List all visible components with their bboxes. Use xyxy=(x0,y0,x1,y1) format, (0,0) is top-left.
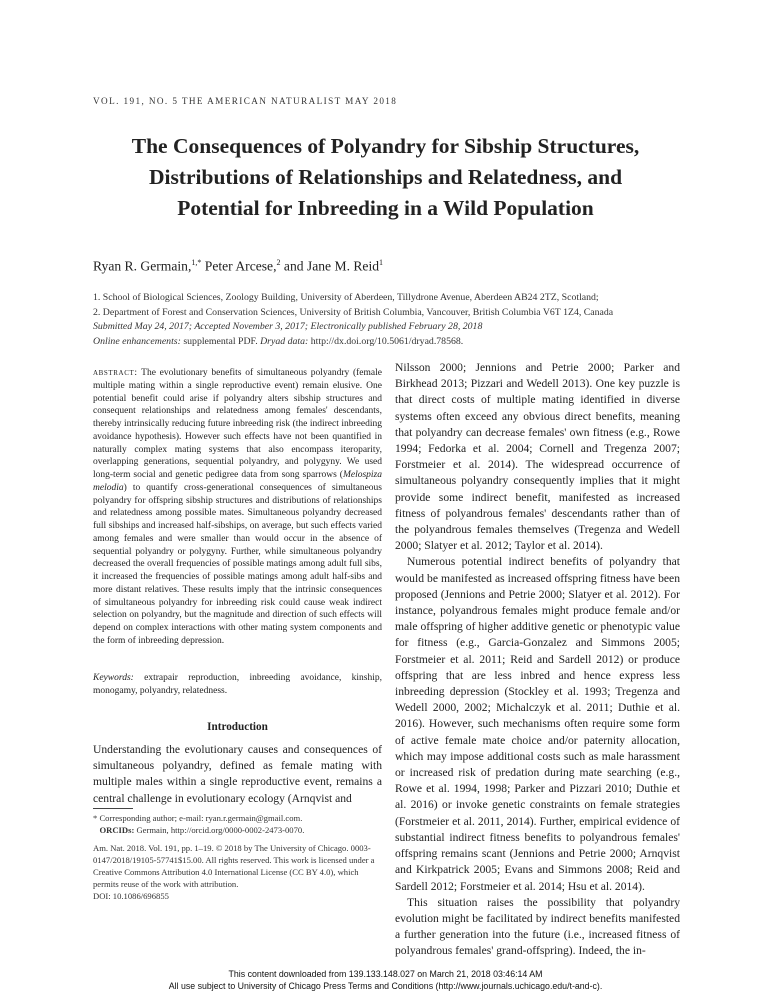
online-enhancements xyxy=(93,336,463,347)
author-3: and Jane M. Reid xyxy=(283,258,380,274)
body-paragraph-1: Nilsson 2000; Jennions and Petrie 2000; Parker and Birkhead 2013; Pizzari and Wedell 2013). One key puzzle is that direct costs of multiple mating identified in diverse systems often exceed any obvious direct benefits, meaning that polyandry can decrease females' own fitness (e.g., Rowe 1994; Fedorka et al. 2004; Cornell and Tregenza 2007; Forstmeier et al. 2014). The widespread occurrence of simultaneous polyandry consequently implies that it might provide some indirect benefit, manifested as increased fitness of polyandrous females' descendants rather than of the polyandrous females themselves (Tregenza and Wedell 2000; Slatyer et al. 2012; Taylor et al. 2014). xyxy=(395,361,680,553)
title-line-3: Potential for Inbreeding in a Wild Population xyxy=(177,196,594,220)
corresponding-author-note: * Corresponding author; e-mail: ryan.r.germain@gmail.com. xyxy=(93,813,303,823)
title-line-1: The Consequences of Polyandry for Sibship Structures, xyxy=(131,134,640,158)
affiliation-1: 1. School of Biological Sciences, Zoology Building, University of Aberdeen, Tillydrone Avenue, Aberdeen AB24 2TZ, Scotland; xyxy=(93,292,599,303)
abstract-label: abstract: xyxy=(93,368,138,378)
footnote-divider xyxy=(93,808,133,809)
author-2-affil: 2 xyxy=(276,258,281,267)
download-notice xyxy=(0,968,771,992)
keywords-text: extrapair reproduction, inbreeding avoidance, kinship, monogamy, polyandry, relatedness. xyxy=(93,673,383,696)
orcid-label: ORCIDs: xyxy=(99,825,135,835)
author-1-affil: 1,* xyxy=(191,258,202,267)
author-list xyxy=(93,258,383,275)
keywords xyxy=(93,672,382,698)
abstract xyxy=(93,367,382,648)
author-1: Ryan R. Germain, xyxy=(93,258,192,274)
download-line-2: All use subject to University of Chicago Press Terms and Conditions (http://www.journals.uchicago.edu/t-and-c). xyxy=(168,981,603,991)
abstract-text-2: ) to quantify cross-generational consequences of simultaneous polyandry for offspring sibship structures and distributions of relationships and relatedness among possible mates. Simultaneous polyandry decreased full sibships and increased half-sibships, on average, but such effects varied among females and were smaller than would occur in the absence of sequential polyandry or polygyny. Further, while simultaneous polyandry decreased the overall frequencies of possible matings among adult full sibs, it increased the frequencies of possible matings among adult half-sibs and more distant relatives. These results imply that the intrinsic consequences of simultaneous polyandry for inbreeding risk could cause weak indirect selection on polyandry, but the magnitude and direction of such effects will depend on complex interactions with other mating system components and the form of inbreeding depression. xyxy=(93,482,382,646)
submission-dates: Submitted May 24, 2017; Accepted November 3, 2017; Electronically published February 28, 2018 xyxy=(93,321,483,332)
title-line-2: Distributions of Relationships and Relatedness, and xyxy=(148,165,623,189)
orcid-note xyxy=(93,824,382,836)
copyright-notice: Am. Nat. 2018. Vol. 191, pp. 1–19. © 2018 by The University of Chicago. 0003-0147/2018/19105-57741$15.00. All rights reserved. This work is licensed under a Creative Commons Attribution 4.0 International License (CC BY 4.0), which permits reuse of the work with attribution. xyxy=(93,843,375,889)
download-line-1: This content downloaded from 139.133.148.027 on March 21, 2018 03:46:14 AM xyxy=(228,969,543,979)
online-text: supplemental PDF. xyxy=(183,336,258,347)
body-paragraph-2: Numerous potential indirect benefits of polyandry that would be manifested as increased offspring fitness have been proposed (Jennions and Petrie 2000; Slatyer et al. 2012). For instance, polyandrous females might produce female and/or male offspring of higher additive genetic or phenotypic value for fitness (e.g., Garcia-Gonzalez and Simmons 2005; Forstmeier et al. 2011; Reid and Sardell 2012) or produce offspring that are less inbred and hence express less inbreeding depression (Stockley et al. 1993; Tregenza and Wedell 2000, 2002; Michalczyk et al. 2011; Duthie et al. 2016). However, such mechanisms often require some form of active female mate choice and/or paternity allocation, which may impose additional costs such as male harassment or increased risk of predation during mate searching (e.g., Rowe et al. 1994, 1998; Parker and Pizzari 2010; Duthie et al. 2016) or invoke genetic constraints on female strategies (Forstmeier et al. 2011, 2014). Further, empirical evidence of substantial indirect fitness benefits to polyandrous females' offspring remains scant (Jennions and Petrie 2000; Arnqvist and Kirkpatrick 2005; Evans and Simmons 2008; Reid and Sardell 2012; Forstmeier et al. 2014; Hsu et al. 2014). xyxy=(395,555,680,893)
dryad-label: Dryad data: xyxy=(260,336,309,347)
affiliation-2: 2. Department of Forest and Conservation Sciences, University of British Columbia, Vancouver, British Columbia V6T 1Z4, Canada xyxy=(93,307,614,318)
article-title xyxy=(60,131,711,224)
body-paragraph-3: This situation raises the possibility that polyandry evolution might be facilitated by indirect benefits manifested a further generation into the future (i.e., increased fitness of polyandrous females' grand-offspring). Indeed, the in- xyxy=(395,895,680,958)
online-label: Online enhancements: xyxy=(93,336,181,347)
author-3-affil: 1 xyxy=(379,258,384,267)
section-heading-introduction: Introduction xyxy=(207,721,268,733)
abstract-text-1: The evolutionary benefits of simultaneous polyandry (female multiple mating within a single reproductive event) remain elusive. One potential benefit could arise if polyandry alters sibship structures and consequent relationships and relatedness among females' descendants, thereby intrinsically reducing future inbreeding risk (the indirect inbreeding avoidance hypothesis). However such effects have not been quantified in naturally complex mating systems that also encompass iteroparity, overlapping generations, sequential polyandry, and polygyny. We used long-term social and genetic pedigree data from song sparrows ( xyxy=(93,368,382,480)
species-name: Melospiza melodia xyxy=(93,470,382,493)
intro-paragraph: Understanding the evolutionary causes and consequences of simultaneous polyandry, defined as female mating with multiple males within a single reproductive event, remains a central challenge in evolutionary ecology (Arnqvist and xyxy=(93,743,382,805)
keywords-label: Keywords: xyxy=(93,673,134,683)
footnotes xyxy=(93,812,382,902)
dryad-link[interactable]: http://dx.doi.org/10.5061/dryad.78568. xyxy=(310,336,464,347)
author-2: Peter Arcese, xyxy=(204,258,277,274)
right-column-body xyxy=(395,360,680,960)
doi: DOI: 10.1086/696855 xyxy=(93,891,169,901)
orcid-text: Germain, http://orcid.org/0000-0002-2473-0070. xyxy=(136,825,305,835)
running-head: VOL. 191, NO. 5 THE AMERICAN NATURALIST MAY 2018 xyxy=(93,96,398,106)
